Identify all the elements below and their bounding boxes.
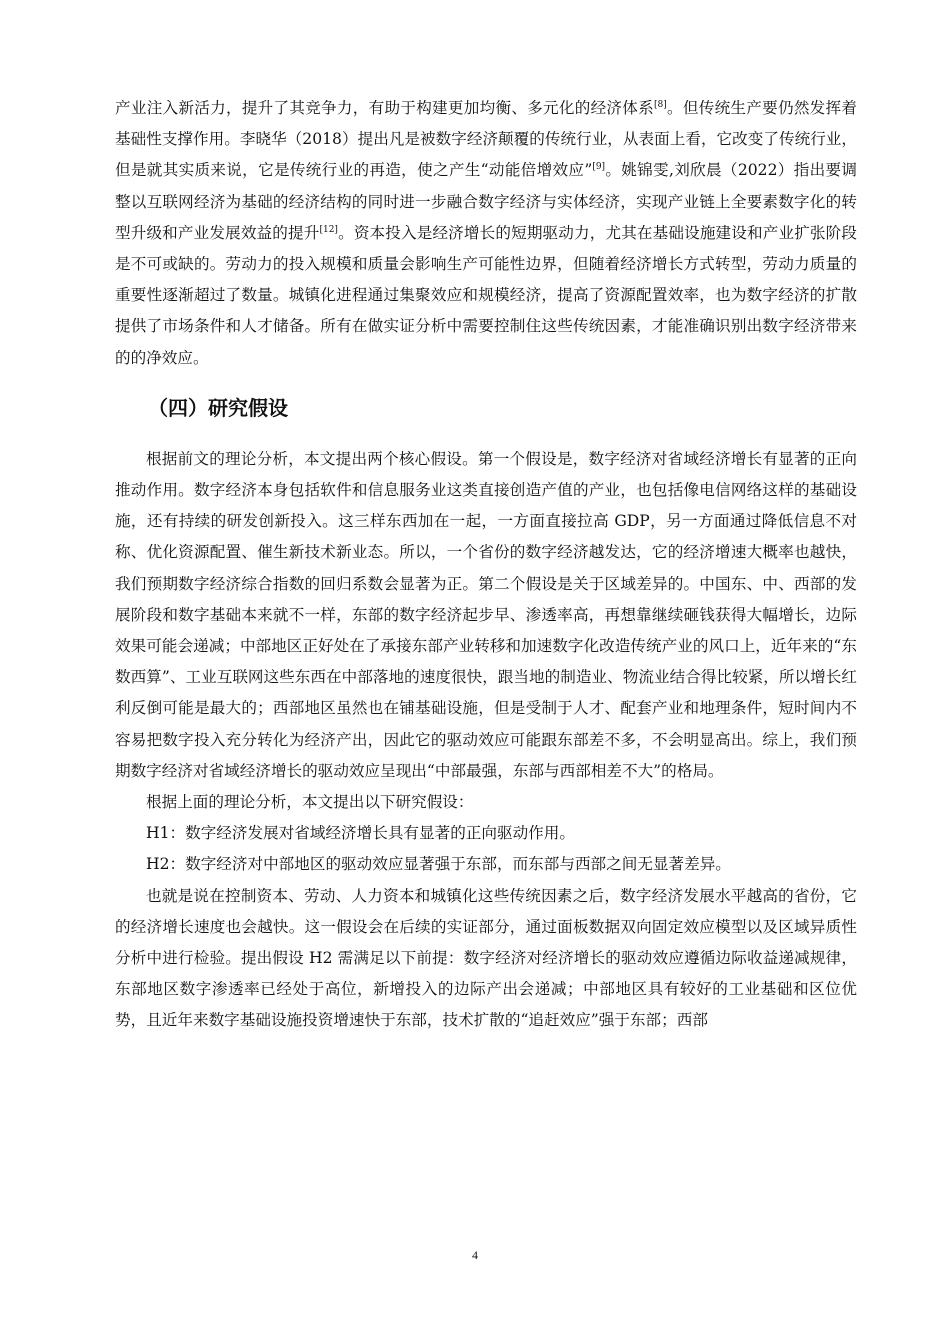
citation-8: [8] (654, 99, 667, 110)
hypothesis-h2: H2：数字经济对中部地区的驱动效应显著强于东部，而东部与西部之间无显著差异。 (146, 855, 731, 874)
paragraph-2: 根据前文的理论分析，本文提出两个核心假设。第一个假设是，数字经济对省域经济增长有显著的正向推动作用。数字经济本身包括软件和信息服务业这类直接创造产值的产业，也包括像电信网络这样的基础设施，还有持续的研发创新投入。这三样东西加在一起，一方面直接拉高 GDP，另一方面通过降低信息不对称、优化资源配置、催生新技术新业态。所以，一个省份的数字经济越发达，它的经济增速大概率也越快，我们预期数字经济综合指数的回归系数会显著为正。第二个假设是关于区域差异的。中国东、中、西部的发展阶段和数字基础本来就不一样，东部的数字经济起步早、渗透率高，再想靠继续砸钱获得大幅增长，边际效果可能会递减；中部地区正好处在了承接东部产业转移和加速数字化改造传统产业的风口上，近年来的“东数西算”、工业互联网这些东西在中部落地的速度很快，跟当地的制造业、物流业结合得比较紧，所以增长红利反倒可能是最大的；西部地区虽然也在铺基础设施，但是受制于人才、配套产业和地理条件，短时间内不容易把数字投入充分转化为经济产出，因此它的驱动效应可能跟东部差不多，不会明显高出。综上，我们预期数字经济对省域经济增长的驱动效应呈现出“中部最强，东部与西部相差不大”的格局。 (115, 449, 857, 780)
paragraph-1-part-a: 产业注入新活力，提升了其竞争力，有助于构建更加均衡、多元化的经济体系 (115, 99, 654, 117)
section-heading: （四）研究假设 (148, 395, 288, 420)
citation-12: [12] (319, 224, 338, 235)
paragraph-1 (115, 93, 857, 374)
hypothesis-h1: H1：数字经济发展对省域经济增长具有显著的正向驱动作用。 (146, 824, 575, 843)
citation-9: [9] (592, 162, 606, 173)
page-number: 4 (472, 1248, 478, 1262)
paragraph-3: 根据上面的理论分析，本文提出以下研究假设： (146, 793, 474, 812)
paragraph-1-part-d: 。资本投入是经济增长的短期驱动力，尤其在基础设施建设和产业扩张阶段是不可或缺的。劳动力的投入规模和质量会影响生产可能性边界，但随着经济增长方式转型，劳动力质量的重要性逐渐超过了数量。城镇化进程通过集聚效应和规模经济，提高了资源配置效率，也为数字经济的扩散提供了市场条件和人才储备。所有在做实证分析中需要控制住这些传统因素，才能准确识别出数字经济带来的的净效应。 (115, 223, 857, 367)
document-body (115, 93, 857, 1037)
paragraph-1-part-c: 。姚锦雯,刘欣晨（2022）指出要调整以互联网经济为基础的经济结构的同时进一步融合数字经济与实体经济，实现产业链上全要素数字化的转型升级和产业发展效益的提升 (115, 161, 857, 242)
paragraph-4: 也就是说在控制资本、劳动、人力资本和城镇化这些传统因素之后，数字经济发展水平越高的省份，它的经济增长速度也会越快。这一假设会在后续的实证部分，通过面板数据双向固定效应模型以及区域异质性分析中进行检验。提出假设 H2 需满足以下前提：数字经济对经济增长的驱动效应遵循边际收益递减规律，东部地区数字渗透率已经处于高位，新增投入的边际产出会递减；中部地区具有较好的工业基础和区位优势，且近年来数字基础设施投资增速快于东部，技术扩散的“追赶效应”强于东部；西部 (115, 886, 857, 1030)
paragraph-1-part-b: 。但传统生产要仍然发挥着基础性支撑作用。李晓华（2018）提出凡是被数字经济颠覆的传统行业，从表面上看，它改变了传统行业，但是就其实质来说，它是传统行业的再造，使之产生“动能倍增效应” (115, 99, 857, 180)
